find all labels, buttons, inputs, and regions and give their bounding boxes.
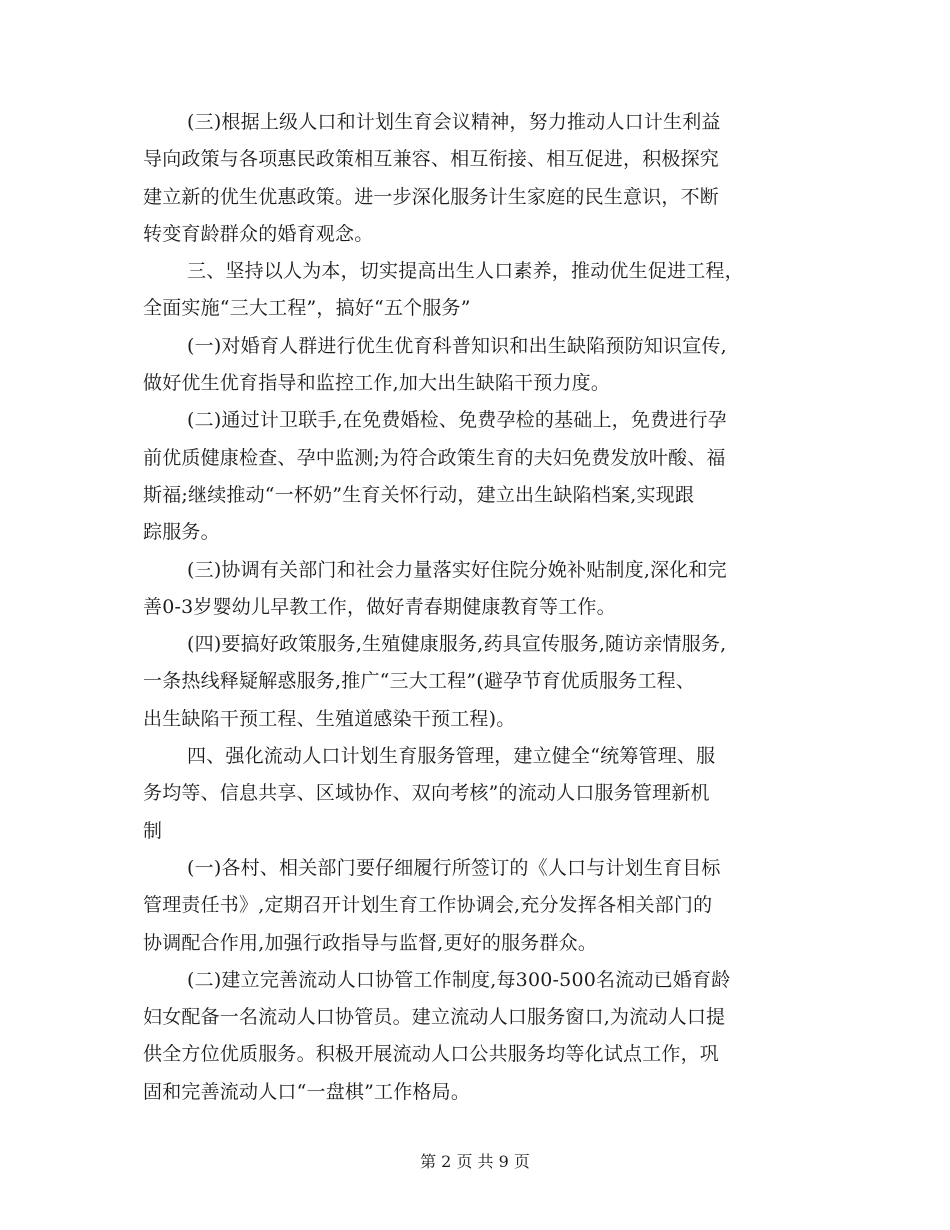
- text-line: 三、坚持以人为本，切实提高出生人口素养，推动优生促进工程，: [187, 260, 744, 283]
- paragraph: [143, 328, 811, 403]
- text-line: (四)要搞好政策服务,生殖健康服务,药具宣传服务,随访亲情服务,: [187, 633, 727, 656]
- page-number-footer: 第 2 页 共 9 页: [420, 1152, 530, 1171]
- text-line: (二)通过计卫联手,在免费婚检、免费孕检的基础上，免费进行孕: [187, 409, 727, 432]
- text-line: 一条热线释疑解惑服务,推广“三大工程”(避孕节育优质服务工程、: [143, 670, 696, 693]
- text-line: 导向政策与各项惠民政策相互兼容、相互衔接、相互促进，积极探究: [143, 148, 720, 171]
- section-heading: [143, 738, 811, 850]
- text-line: 出生缺陷干预工程、生殖道感染干预工程)。: [143, 707, 516, 730]
- paragraph: [143, 850, 811, 962]
- text-line: 建立新的优生优惠政策。进一步深化服务计生家庭的民生意识，不断: [143, 185, 720, 208]
- text-line: 务均等、信息共享、区域协作、双向考核”的流动人口服务管理新机: [143, 782, 710, 805]
- text-line: 管理责任书》,定期召开计划生育工作协调会,充分发挥各相关部门的: [143, 894, 713, 917]
- text-line: 善0-3岁婴幼儿早教工作，做好青春期健康教育等工作。: [143, 595, 616, 618]
- text-line: 转变育龄群众的婚育观念。: [143, 222, 374, 245]
- text-line: (二)建立完善流动人口协管工作制度,每300-500名流动已婚育龄: [187, 968, 731, 991]
- text-line: 做好优生优育指导和监控工作,加大出生缺陷干预力度。: [143, 372, 611, 395]
- text-line: 前优质健康检查、孕中监测;为符合政策生育的夫妇免费发放叶酸、福: [143, 446, 726, 469]
- text-line: 踪服务。: [143, 521, 220, 544]
- text-line: 斯福;继续推动“一杯奶”生育关怀行动，建立出生缺陷档案,实现跟: [143, 483, 695, 506]
- text-line: (三)根据上级人口和计划生育会议精神，努力推动人口计生利益: [187, 111, 721, 133]
- text-line: (一)各村、相关部门要仔细履行所签订的《人口与计划生育目标: [187, 856, 721, 879]
- paragraph: [143, 104, 811, 253]
- section-heading: [143, 253, 811, 328]
- text-line: 全面实施“三大工程”，搞好“五个服务”: [143, 297, 471, 320]
- paragraph: [143, 962, 811, 1111]
- text-line: 四、强化流动人口计划生育服务管理，建立健全“统筹管理、服: [187, 745, 716, 768]
- paragraph: [143, 552, 811, 627]
- paragraph: [143, 626, 811, 738]
- text-line: (三)协调有关部门和社会力量落实好住院分娩补贴制度,深化和完: [187, 558, 727, 581]
- document-body: [143, 104, 811, 1111]
- text-line: 固和完善流动人口“一盘棋”工作格局。: [143, 1080, 471, 1103]
- paragraph: [143, 402, 811, 551]
- text-line: 协调配合作用,加强行政指导与监督,更好的服务群众。: [143, 931, 598, 954]
- text-line: (一)对婚育人群进行优生优育科普知识和出生缺陷预防知识宣传,: [187, 334, 727, 357]
- text-line: 供全方位优质服务。积极开展流动人口公共服务均等化试点工作，巩: [143, 1043, 720, 1066]
- text-line: 制: [143, 819, 163, 842]
- text-line: 妇女配备一名流动人口协管员。建立流动人口服务窗口,为流动人口提: [143, 1006, 726, 1029]
